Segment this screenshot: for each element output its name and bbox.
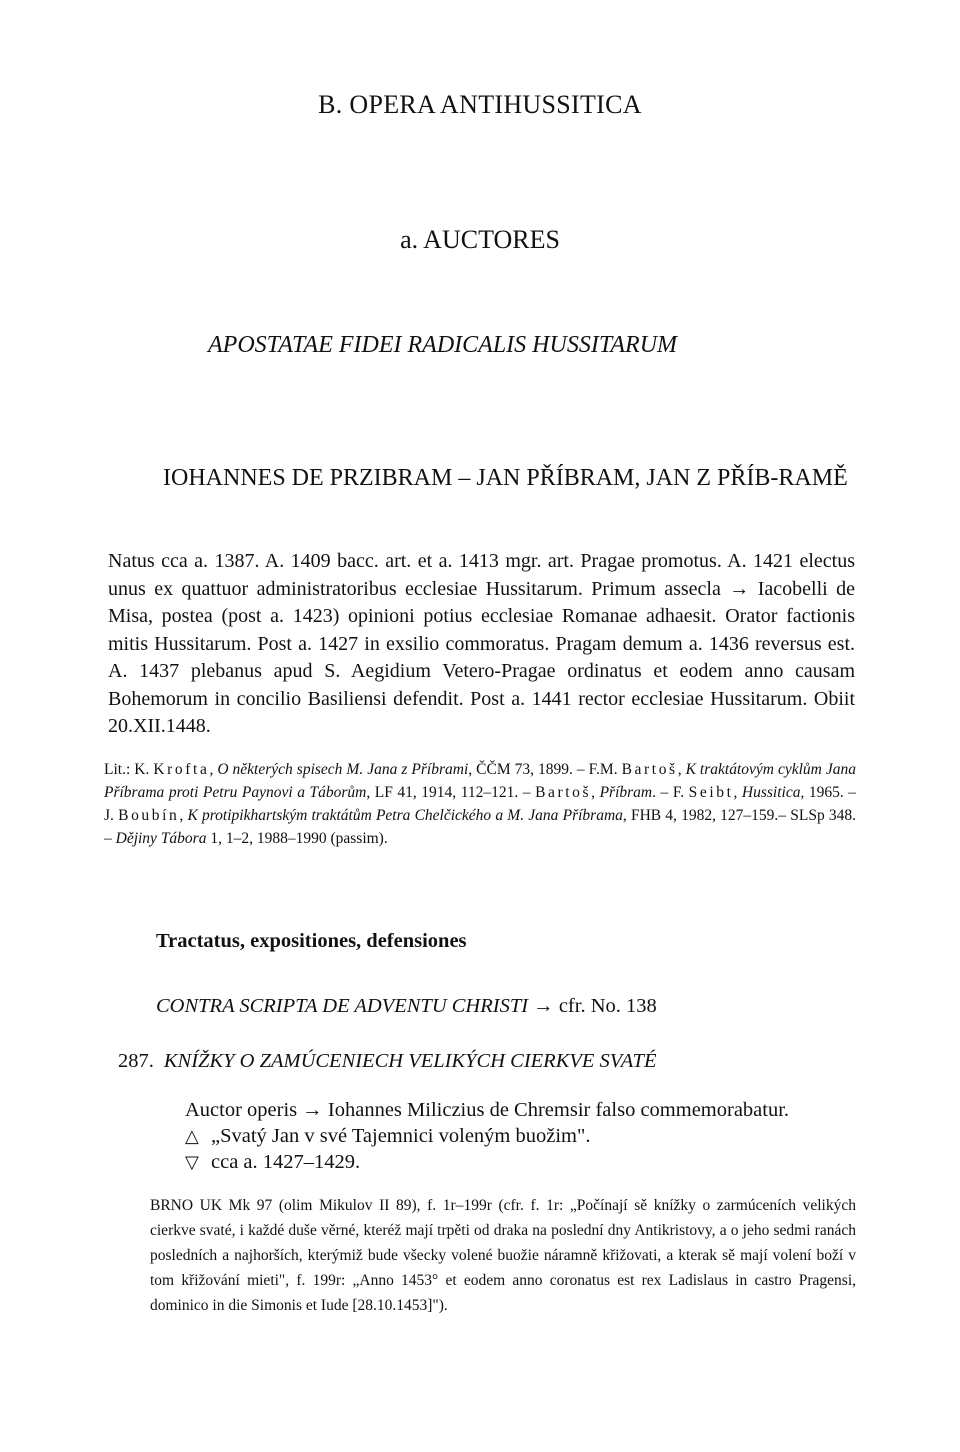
author-biography: Natus cca a. 1387. A. 1409 bacc. art. et a. 1413 mgr. art. Pragae promotus. A. 1421 electus unus ex quattuor administratoribus ecclesiae Hussitarum. Primum assecla → Iacobelli de Misa, postea (post a. 1423) opinioni potius ecclesiae Romanae adhaesit. Orator factionis mitis Hussitarum. Post a. 1427 in exsilio commoratus. Pragam demum a. 1436 reversus est. A. 1437 plebanus apud S. Aegidium Vetero-Pragae ordinatus et eodem anno causam Bohemorum in concilio Basiliensi defendit. Post a. 1441 rector ecclesiae Hussitarum. Obiit 20.XII.1448. xyxy=(108,550,855,737)
subsection-title: a. AUCTORES xyxy=(400,225,560,254)
lit-ref: 1, 1–2, 1988–1990 (passim). xyxy=(210,830,388,847)
lit-ref: , LF 41, 1914, 112–121. – xyxy=(366,784,531,801)
lit-title: Příbram xyxy=(599,784,653,801)
incipit-line xyxy=(185,1123,885,1149)
lit-title: K protipikhartským traktátům Petra Chelčického a M. Jana Příbrama xyxy=(187,807,623,824)
entry-notes xyxy=(185,1097,885,1175)
triangle-down-icon: ▽ xyxy=(185,1152,199,1172)
lit-author: Seibt xyxy=(688,784,734,801)
lit-title: Dějiny Tábora xyxy=(115,830,207,847)
group-title: APOSTATAE FIDEI RADICALIS HUSSITARUM xyxy=(208,332,678,358)
cross-reference-title: CONTRA SCRIPTA DE ADVENTU CHRISTI xyxy=(156,995,529,1017)
lit-label: Lit.: K. xyxy=(104,761,150,778)
section-title: B. OPERA ANTIHUSSITICA xyxy=(318,90,642,119)
lit-title: K traktátovým cyklům Jana Příbrama proti Petru Paynovi a Táborům xyxy=(104,761,857,801)
lit-author: Bartoš xyxy=(621,761,678,778)
lit-author: Bartoš xyxy=(535,784,592,801)
incipit-text: „Svatý Jan v své Tajemnici voleným buožim". xyxy=(211,1125,591,1147)
entry-title: KNÍŽKY O ZAMÚCENIECH VELIKÝCH CIERKVE SVATÉ xyxy=(163,1050,657,1072)
date-text: cca a. 1427–1429. xyxy=(211,1151,361,1173)
manuscript-description: BRNO UK Mk 97 (olim Mikulov II 89), f. 1r–199r (cfr. f. 1r: „Počínají sě knížky o zarmúceních velikých cierkve svaté, i každé duše věrné, kteréž mají trpěti od draka na poslední dny Antikristovy, a o jeho sedmi ranách posledních a najhorších, kterýmiž bude všecky volené buožie náramně křižovati, a kterak sě mají volení boží v tom křižování mieti", f. 199r: „Anno 1453° et eodem anno coronatus est rex Ladislaus in castro Pragensi, dominico in die Simonis et Iude [28.10.1453]"). xyxy=(150,1197,856,1314)
lit-ref: . – F. xyxy=(652,784,685,801)
lit-title: O některých spisech M. Jana z Příbrami xyxy=(217,761,469,778)
lit-title: Hussitica xyxy=(741,784,801,801)
lit-ref: , 1965. – J. xyxy=(104,784,857,824)
lit-author: Boubín xyxy=(118,807,180,824)
author-attribution-note: Auctor operis → Iohannes Miliczius de Chremsir falso commemorabatur. xyxy=(185,1099,790,1121)
cross-reference-target: → cfr. No. 138 xyxy=(533,995,657,1017)
date-line xyxy=(185,1149,885,1175)
entry-title-line xyxy=(118,1050,656,1073)
author-heading: IOHANNES DE PRZIBRAM – JAN PŘÍBRAM, JAN Z PŘÍB-RAMĚ xyxy=(163,465,848,491)
lit-author: Krofta xyxy=(153,761,210,778)
lit-ref: , ČČM 73, 1899. – F.M. xyxy=(468,761,618,778)
literature-block: Lit.: K. Krofta, O některých spisech M. Jana z Příbrami, ČČM 73, 1899. – F.M. Bartoš, K traktátovým cyklům Jana Příbrama proti Petru Paynovi a Táborům, LF 41, 1914, 112–121. – Bartoš, Příbram. – F. Seibt, Hussitica, 1965. – J. Boubín, K protipikhartským traktátům Petra Chelčického a M. Jana Příbrama, FHB 4, 1982, 127–159.– SLSp 348. – Dějiny Tábora 1, 1–2, 1988–1990 (passim). xyxy=(104,761,857,847)
cross-reference xyxy=(156,995,657,1018)
entry-number: 287. xyxy=(118,1050,154,1072)
triangle-up-icon: △ xyxy=(185,1126,199,1146)
works-heading: Tractatus, expositiones, defensiones xyxy=(156,930,467,952)
lit-ref: , FHB 4, 1982, 127–159.– SLSp 348. – xyxy=(104,807,857,847)
